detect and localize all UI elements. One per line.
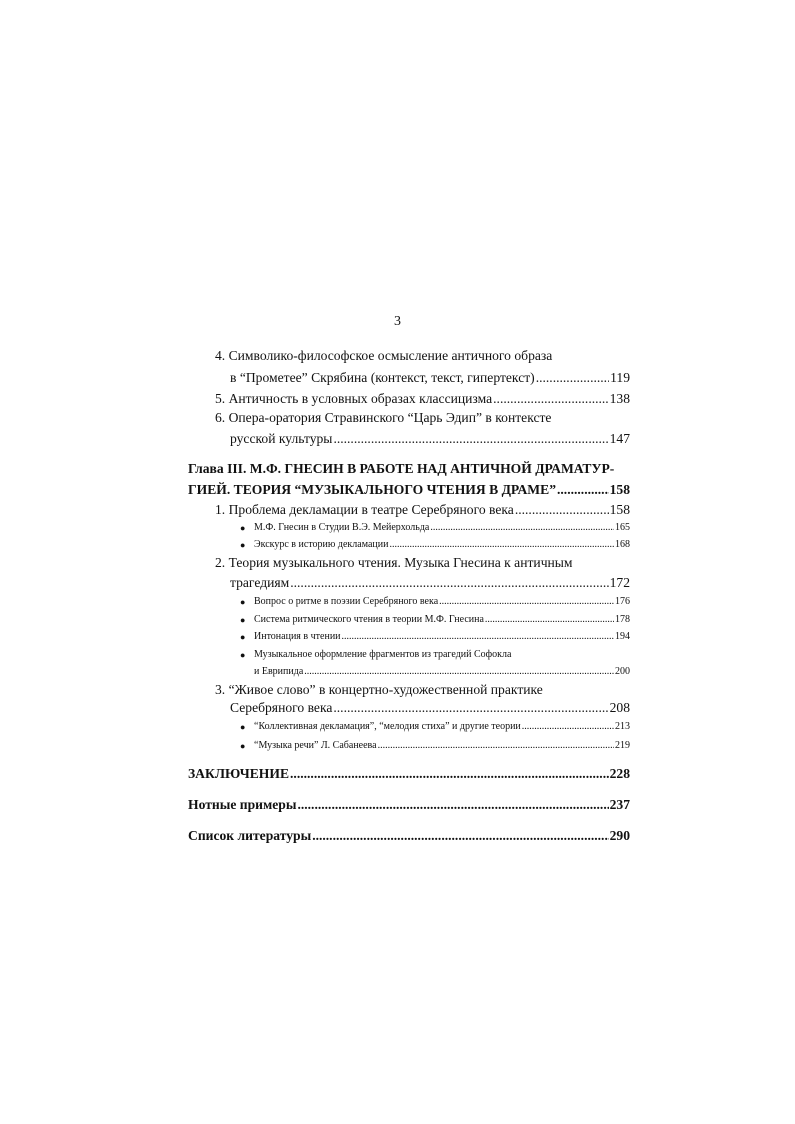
toc-subsection-3-1-page: 213 bbox=[615, 721, 630, 732]
toc-entry-4-page: 119 bbox=[610, 370, 630, 385]
toc-subsection-1-1-page: 165 bbox=[615, 522, 630, 533]
toc-subsection-3-2 bbox=[254, 740, 630, 751]
toc-subsection-3-1-text: “Коллективная декламация”, “мелодия стиха” и другие теории bbox=[254, 721, 521, 732]
leader-dots bbox=[333, 700, 608, 716]
toc-entry-6 bbox=[230, 431, 630, 447]
leader-dots bbox=[493, 391, 608, 407]
leader-dots bbox=[439, 596, 614, 607]
toc-subsection-3-2-text: “Музыка речи” Л. Сабанеева bbox=[254, 740, 377, 751]
toc-subsection-2-4-line1: Музыкальное оформление фрагментов из трагедий Софокла bbox=[254, 649, 512, 660]
toc-subsection-2-3-text: Интонация в чтении bbox=[254, 631, 341, 642]
leader-dots bbox=[290, 766, 609, 782]
toc-entry-6-page: 147 bbox=[609, 431, 630, 446]
leader-dots bbox=[304, 666, 614, 677]
toc-subsection-1-1 bbox=[254, 522, 630, 533]
toc-subsection-1-2 bbox=[254, 539, 630, 550]
toc-subsection-1-2-page: 168 bbox=[615, 539, 630, 550]
toc-conclusion bbox=[188, 766, 630, 782]
toc-section-2-page: 172 bbox=[609, 575, 630, 590]
toc-section-2-line2: трагедиям bbox=[230, 575, 290, 590]
leader-dots bbox=[485, 614, 614, 625]
leader-dots bbox=[378, 740, 614, 751]
toc-subsection-1-2-text: Экскурс в историю декламации bbox=[254, 539, 389, 550]
toc-subsection-2-1-text: Вопрос о ритме в поэзии Серебряного века bbox=[254, 596, 439, 607]
toc-entry-4-line1: 4. Символико-философское осмысление античного образа bbox=[215, 348, 553, 363]
leader-dots bbox=[430, 522, 614, 533]
toc-entry-4-line2: в “Прометее” Скрябина (контекст, текст, гипертекст) bbox=[230, 370, 535, 385]
chapter-3 bbox=[188, 482, 630, 498]
leader-dots bbox=[290, 575, 608, 591]
toc-subsection-3-1 bbox=[254, 721, 630, 732]
chapter-3-title-line2: ГИЕЙ. ТЕОРИЯ “МУЗЫКАЛЬНОГО ЧТЕНИЯ В ДРАМЕ” bbox=[188, 482, 556, 497]
bullet-icon: ● bbox=[240, 523, 246, 533]
page-number: 3 bbox=[394, 314, 401, 329]
leader-dots bbox=[522, 721, 614, 732]
toc-subsection-2-3 bbox=[254, 631, 630, 642]
toc-section-2 bbox=[230, 575, 630, 591]
toc-subsection-2-2-text: Система ритмического чтения в теории М.Ф. Гнесина bbox=[254, 614, 484, 625]
toc-section-3-page: 208 bbox=[609, 700, 630, 715]
toc-literature bbox=[188, 828, 630, 844]
toc-section-1 bbox=[215, 502, 630, 518]
leader-dots bbox=[515, 502, 609, 518]
toc-music-examples bbox=[188, 797, 630, 813]
toc-entry-5-text: 5. Античность в условных образах классицизма bbox=[215, 391, 493, 406]
bullet-icon: ● bbox=[240, 741, 246, 751]
toc-subsection-2-3-page: 194 bbox=[615, 631, 630, 642]
toc-literature-page: 290 bbox=[609, 828, 630, 843]
chapter-3-page: 158 bbox=[609, 482, 630, 497]
bullet-icon: ● bbox=[240, 540, 246, 550]
toc-entry-5-page: 138 bbox=[609, 391, 630, 406]
toc-entry-4 bbox=[230, 370, 630, 386]
toc-section-3-line1: 3. “Живое слово” в концертно-художественной практике bbox=[215, 682, 543, 697]
toc-subsection-2-1 bbox=[254, 596, 630, 607]
toc-conclusion-page: 228 bbox=[609, 766, 630, 781]
toc-literature-text: Список литературы bbox=[188, 828, 312, 843]
bullet-icon: ● bbox=[240, 632, 246, 642]
toc-music-examples-page: 237 bbox=[609, 797, 630, 812]
leader-dots bbox=[557, 482, 609, 498]
toc-section-1-page: 158 bbox=[609, 502, 630, 517]
toc-music-examples-text: Нотные примеры bbox=[188, 797, 297, 812]
toc-subsection-2-2 bbox=[254, 614, 630, 625]
leader-dots bbox=[342, 631, 614, 642]
bullet-icon: ● bbox=[240, 615, 246, 625]
toc-subsection-2-4-line2: и Еврипида bbox=[254, 666, 304, 677]
bullet-icon: ● bbox=[240, 650, 246, 660]
bullet-icon: ● bbox=[240, 722, 246, 732]
toc-entry-5 bbox=[215, 391, 630, 407]
toc-subsection-2-4 bbox=[254, 666, 630, 677]
leader-dots bbox=[312, 828, 608, 844]
toc-entry-6-line2: русской культуры bbox=[230, 431, 333, 446]
leader-dots bbox=[389, 539, 614, 550]
toc-subsection-1-1-text: М.Ф. Гнесин в Студии В.Э. Мейерхольда bbox=[254, 522, 430, 533]
bullet-icon: ● bbox=[240, 597, 246, 607]
toc-section-1-text: 1. Проблема декламации в театре Серебряного века bbox=[215, 502, 514, 517]
toc-section-3-line2: Серебряного века bbox=[230, 700, 333, 715]
leader-dots bbox=[536, 370, 609, 386]
toc-section-2-line1: 2. Теория музыкального чтения. Музыка Гнесина к античным bbox=[215, 555, 573, 570]
toc-section-3 bbox=[230, 700, 630, 716]
toc-subsection-2-1-page: 176 bbox=[615, 596, 630, 607]
chapter-3-title-line1: Глава III. М.Ф. ГНЕСИН В РАБОТЕ НАД АНТИЧНОЙ ДРАМАТУР- bbox=[188, 461, 615, 476]
toc-subsection-3-2-page: 219 bbox=[615, 740, 630, 751]
toc-entry-6-line1: 6. Опера-оратория Стравинского “Царь Эдип” в контексте bbox=[215, 410, 552, 425]
leader-dots bbox=[333, 431, 608, 447]
leader-dots bbox=[297, 797, 608, 813]
toc-subsection-2-4-page: 200 bbox=[615, 666, 630, 677]
toc-subsection-2-2-page: 178 bbox=[615, 614, 630, 625]
toc-conclusion-text: ЗАКЛЮЧЕНИЕ bbox=[188, 766, 290, 781]
